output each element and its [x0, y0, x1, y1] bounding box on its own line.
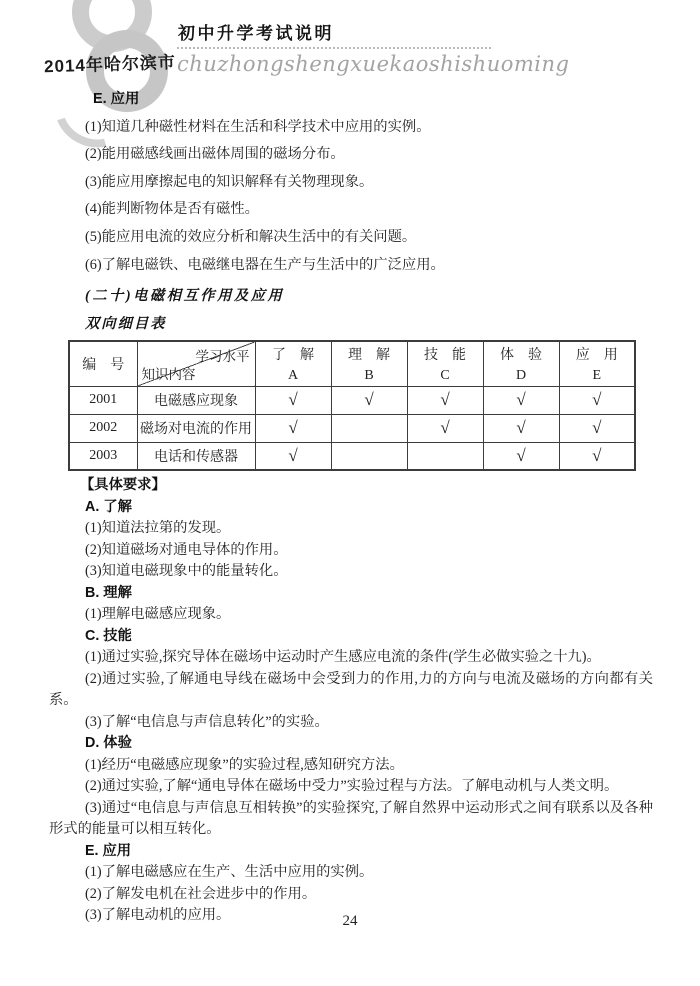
- requirement-item: (1)知道法拉第的发现。: [85, 520, 231, 537]
- intro-heading: E. 应用: [93, 91, 140, 107]
- table-row: [69, 442, 635, 470]
- check-mark: √: [331, 386, 407, 414]
- check-mark: √: [255, 442, 331, 470]
- header-year-city: 2014年哈尔滨市: [43, 52, 177, 77]
- level-header-b: [331, 341, 407, 386]
- header-pinyin: chuzhongshengxuekaoshishuoming: [177, 52, 570, 76]
- level-header-a: [255, 341, 331, 386]
- level-label: 应 用: [575, 348, 618, 364]
- intro-item: (5)能应用电流的效应分析和解决生活中的有关问题。: [85, 228, 417, 245]
- requirements-section: [49, 475, 653, 927]
- page-number: 24: [342, 913, 358, 929]
- check-mark: √: [559, 386, 635, 414]
- table-caption: 双向细目表: [85, 315, 167, 332]
- level-header-e: [559, 341, 635, 386]
- check-mark: √: [255, 386, 331, 414]
- intro-item: (4)能判断物体是否有磁性。: [85, 201, 259, 218]
- level-label: 技 能: [424, 348, 466, 364]
- document-title: 初中升学考试说明: [178, 24, 334, 43]
- page-content: [49, 86, 653, 927]
- row-id: 2002: [69, 414, 137, 442]
- diagonal-corner-cell: [137, 341, 255, 386]
- level-code: B: [364, 368, 374, 384]
- two-way-specification-table: [68, 340, 636, 471]
- requirement-item: (1)了解电磁感应在生产、生活中应用的实例。: [85, 864, 374, 881]
- requirements-title: 【具体要求】: [80, 477, 166, 494]
- intro-item: (1)知道几种磁性材料在生活和科学技术中应用的实例。: [85, 118, 431, 135]
- check-mark: [331, 414, 407, 442]
- requirement-item: (3)了解电动机的应用。: [85, 907, 231, 924]
- table-header-row: [69, 341, 635, 386]
- requirement-item: (3)知道电磁现象中的能量转化。: [85, 563, 288, 580]
- level-label: 了 解: [272, 348, 314, 364]
- check-mark: √: [255, 414, 331, 442]
- requirement-item: (1)通过实验,探究导体在磁场中运动时产生感应电流的条件(学生必做实验之十九)。: [85, 649, 601, 666]
- intro-item: (6)了解电磁铁、电磁继电器在生产与生活中的广泛应用。: [85, 256, 445, 273]
- corner-bottom-label: 知识内容: [141, 366, 196, 382]
- row-id: 2003: [69, 442, 137, 470]
- intro-item: (3)能应用摩擦起电的知识解释有关物理现象。: [85, 173, 374, 190]
- group-heading: C. 技能: [85, 627, 132, 644]
- check-mark: √: [483, 414, 559, 442]
- requirement-item: (1)理解电磁感应现象。: [85, 606, 231, 623]
- requirement-item: (3)了解“电信息与声信息转化”的实验。: [85, 713, 329, 730]
- row-id: 2001: [69, 386, 137, 414]
- check-mark: [331, 442, 407, 470]
- level-label: 理 解: [348, 348, 390, 364]
- check-mark: √: [407, 386, 483, 414]
- group-heading: D. 体验: [85, 735, 132, 752]
- level-code: C: [440, 368, 450, 384]
- requirement-item: (2)了解发电机在社会进步中的作用。: [85, 885, 317, 902]
- section-title: (二十)电磁相互作用及应用: [85, 288, 285, 305]
- check-mark: √: [483, 442, 559, 470]
- group-heading: A. 了解: [85, 498, 132, 515]
- requirement-item: (2)通过实验,了解通电导线在磁场中会受到力的作用,力的方向与电流及磁场的方向都有关系。: [49, 670, 653, 709]
- check-mark: √: [559, 414, 635, 442]
- check-mark: √: [559, 442, 635, 470]
- check-mark: √: [483, 386, 559, 414]
- requirement-item: (3)通过“电信息与声信息互相转换”的实验探究,了解自然界中运动形式之间有联系以及各种形式的能量可以相互转化。: [49, 799, 653, 838]
- corner-top-label: 学习水平: [195, 349, 250, 365]
- level-label: 体 验: [500, 348, 542, 364]
- id-column-header: 编 号: [69, 341, 137, 386]
- requirement-item: (2)知道磁场对通电导体的作用。: [85, 541, 288, 558]
- header-dotted-divider: [177, 47, 491, 49]
- table-row: [69, 386, 635, 414]
- intro-section: [49, 86, 653, 338]
- group-heading: E. 应用: [85, 842, 132, 859]
- level-code: D: [515, 368, 527, 384]
- table-row: [69, 414, 635, 442]
- row-content: 电话和传感器: [137, 442, 255, 470]
- level-code: E: [592, 368, 602, 384]
- check-mark: [407, 442, 483, 470]
- intro-item: (2)能用磁感线画出磁体周围的磁场分布。: [85, 146, 345, 163]
- requirement-item: (2)通过实验,了解“通电导体在磁场中受力”实验过程与方法。了解电动机与人类文明。: [85, 778, 619, 795]
- group-heading: B. 理解: [85, 584, 132, 601]
- level-code: A: [287, 368, 299, 384]
- level-header-c: [407, 341, 483, 386]
- check-mark: √: [407, 414, 483, 442]
- row-content: 磁场对电流的作用: [137, 414, 255, 442]
- row-content: 电磁感应现象: [137, 386, 255, 414]
- requirement-item: (1)经历“电磁感应现象”的实验过程,感知研究方法。: [85, 756, 404, 773]
- level-header-d: [483, 341, 559, 386]
